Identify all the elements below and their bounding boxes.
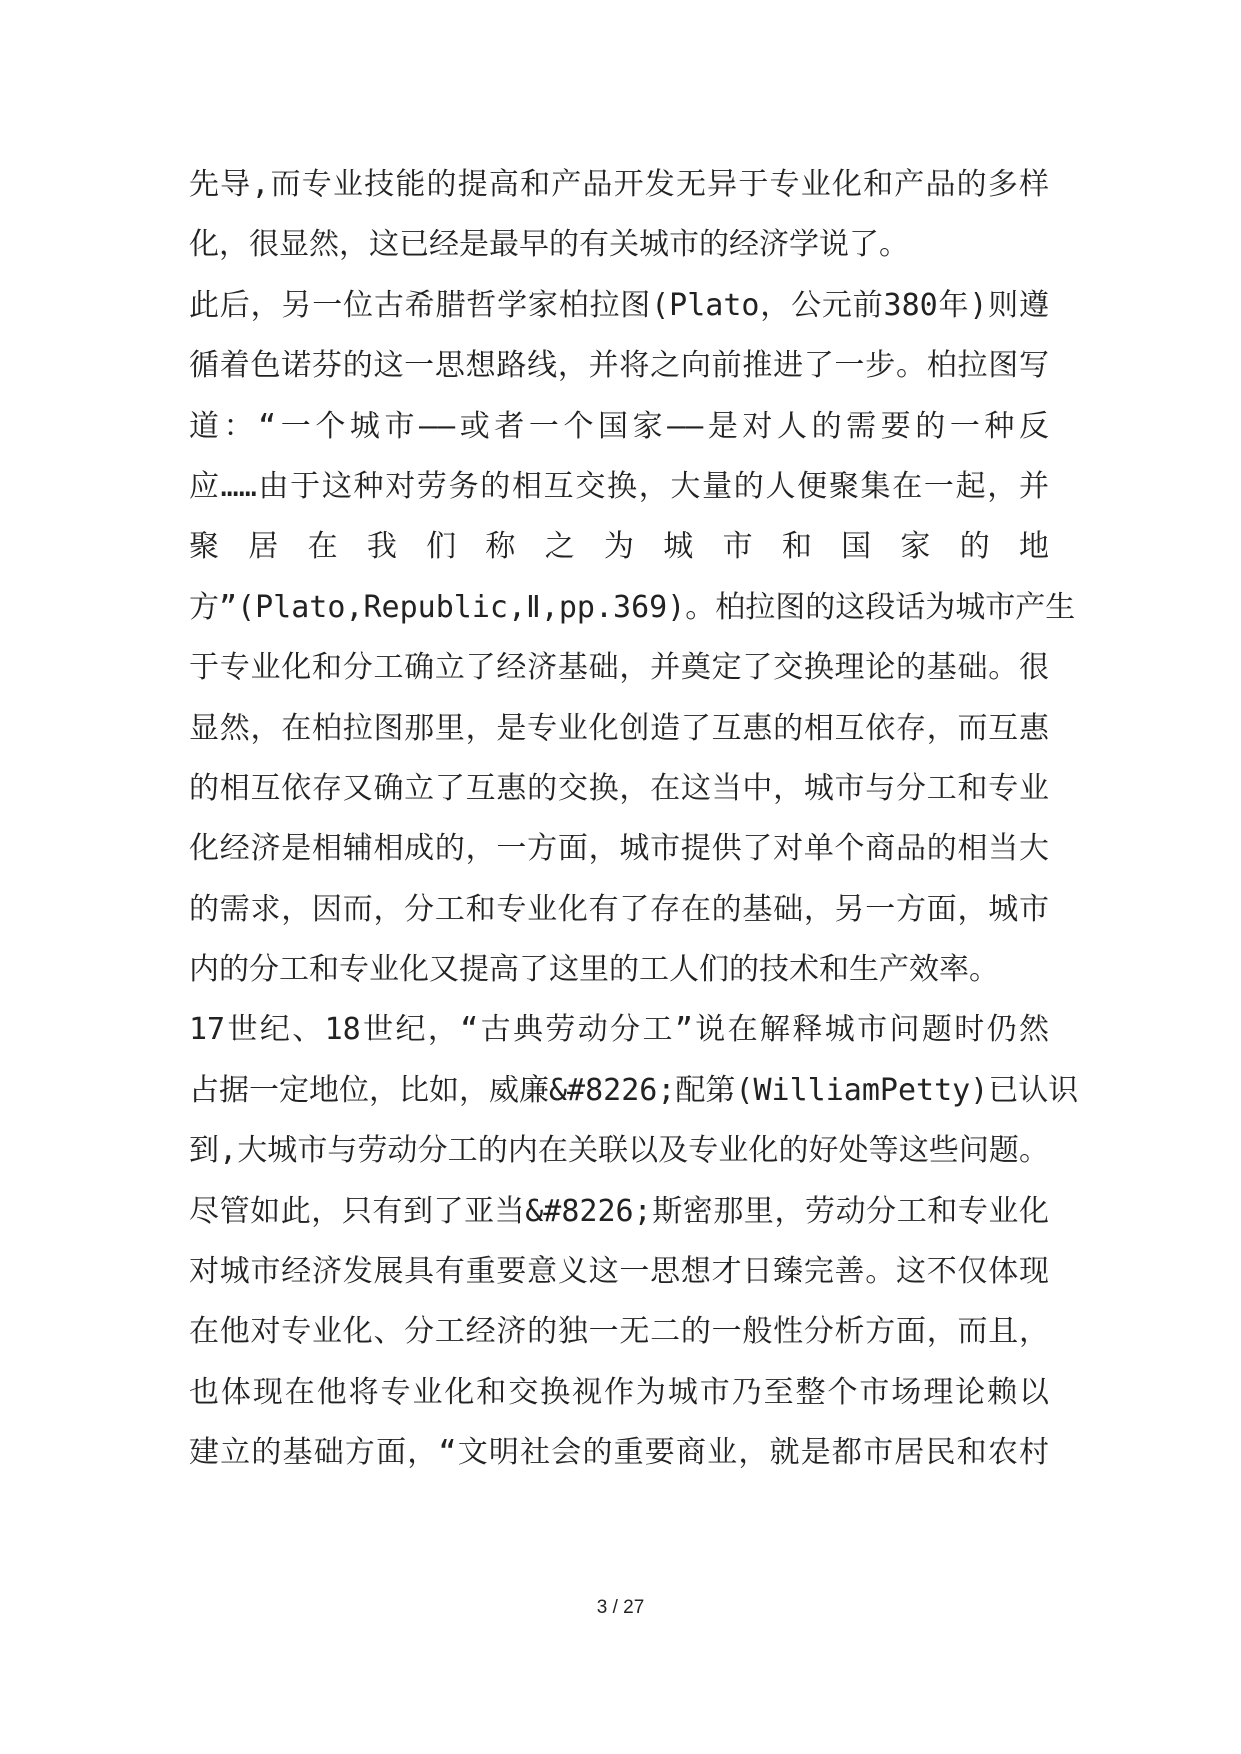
text-line: 尽管如此，只有到了亚当&#8226;斯密那里，劳动分工和专业化 bbox=[189, 1193, 1049, 1229]
text-line: 先导,而专业技能的提高和产品开发无异于专业化和产品的多样 bbox=[189, 167, 1049, 202]
text-line: 17世纪、18世纪，“古典劳动分工”说在解释城市问题时仍然 bbox=[189, 1012, 1049, 1048]
text-line: 化，很显然，这已经是最早的有关城市的经济学说了。 bbox=[189, 227, 909, 263]
text-line: 方”(Plato,Republic,Ⅱ,pp.369)。柏拉图的这段话为城市产生 bbox=[189, 589, 1076, 625]
page-number: 3 / 27 bbox=[596, 1597, 645, 1618]
text-line: 道：“一个城市——或者一个国家——是对人的需要的一种反 bbox=[189, 408, 1049, 444]
text-line: 内的分工和专业化又提高了这里的工人们的技术和生产效率。 bbox=[189, 952, 999, 988]
text-line: 在他对专业化、分工经济的独一无二的一般性分析方面，而且， bbox=[189, 1314, 1049, 1350]
text-line: 聚居在我们称之为城市和国家的地 bbox=[189, 529, 1049, 565]
text-line: 应……由于这种对劳务的相互交换，大量的人便聚集在一起，并 bbox=[189, 468, 1049, 504]
text-line: 到,大城市与劳动分工的内在关联以及专业化的好处等这些问题。 bbox=[189, 1133, 1049, 1169]
body-text bbox=[189, 155, 1079, 1484]
text-line: 建立的基础方面，“文明社会的重要商业，就是都市居民和农村 bbox=[189, 1435, 1049, 1471]
text-line: 此后，另一位古希腊哲学家柏拉图(Plato，公元前380年)则遵 bbox=[189, 287, 1049, 323]
text-line: 于专业化和分工确立了经济基础，并奠定了交换理论的基础。很 bbox=[189, 650, 1049, 686]
text-line: 循着色诺芬的这一思想路线，并将之向前推进了一步。柏拉图写 bbox=[189, 348, 1049, 384]
text-line: 占据一定地位，比如，威廉&#8226;配第(WilliamPetty)已认识 bbox=[189, 1072, 1079, 1108]
text-line: 的相互依存又确立了互惠的交换，在这当中，城市与分工和专业 bbox=[189, 770, 1049, 806]
text-line: 化经济是相辅相成的，一方面，城市提供了对单个商品的相当大 bbox=[189, 831, 1049, 867]
text-line: 的需求，因而，分工和专业化有了存在的基础，另一方面，城市 bbox=[189, 891, 1049, 927]
text-line: 显然，在柏拉图那里，是专业化创造了互惠的相互依存，而互惠 bbox=[189, 710, 1049, 746]
text-line: 对城市经济发展具有重要意义这一思想才日臻完善。这不仅体现 bbox=[189, 1254, 1049, 1290]
text-line: 也体现在他将专业化和交换视作为城市乃至整个市场理论赖以 bbox=[189, 1374, 1049, 1410]
